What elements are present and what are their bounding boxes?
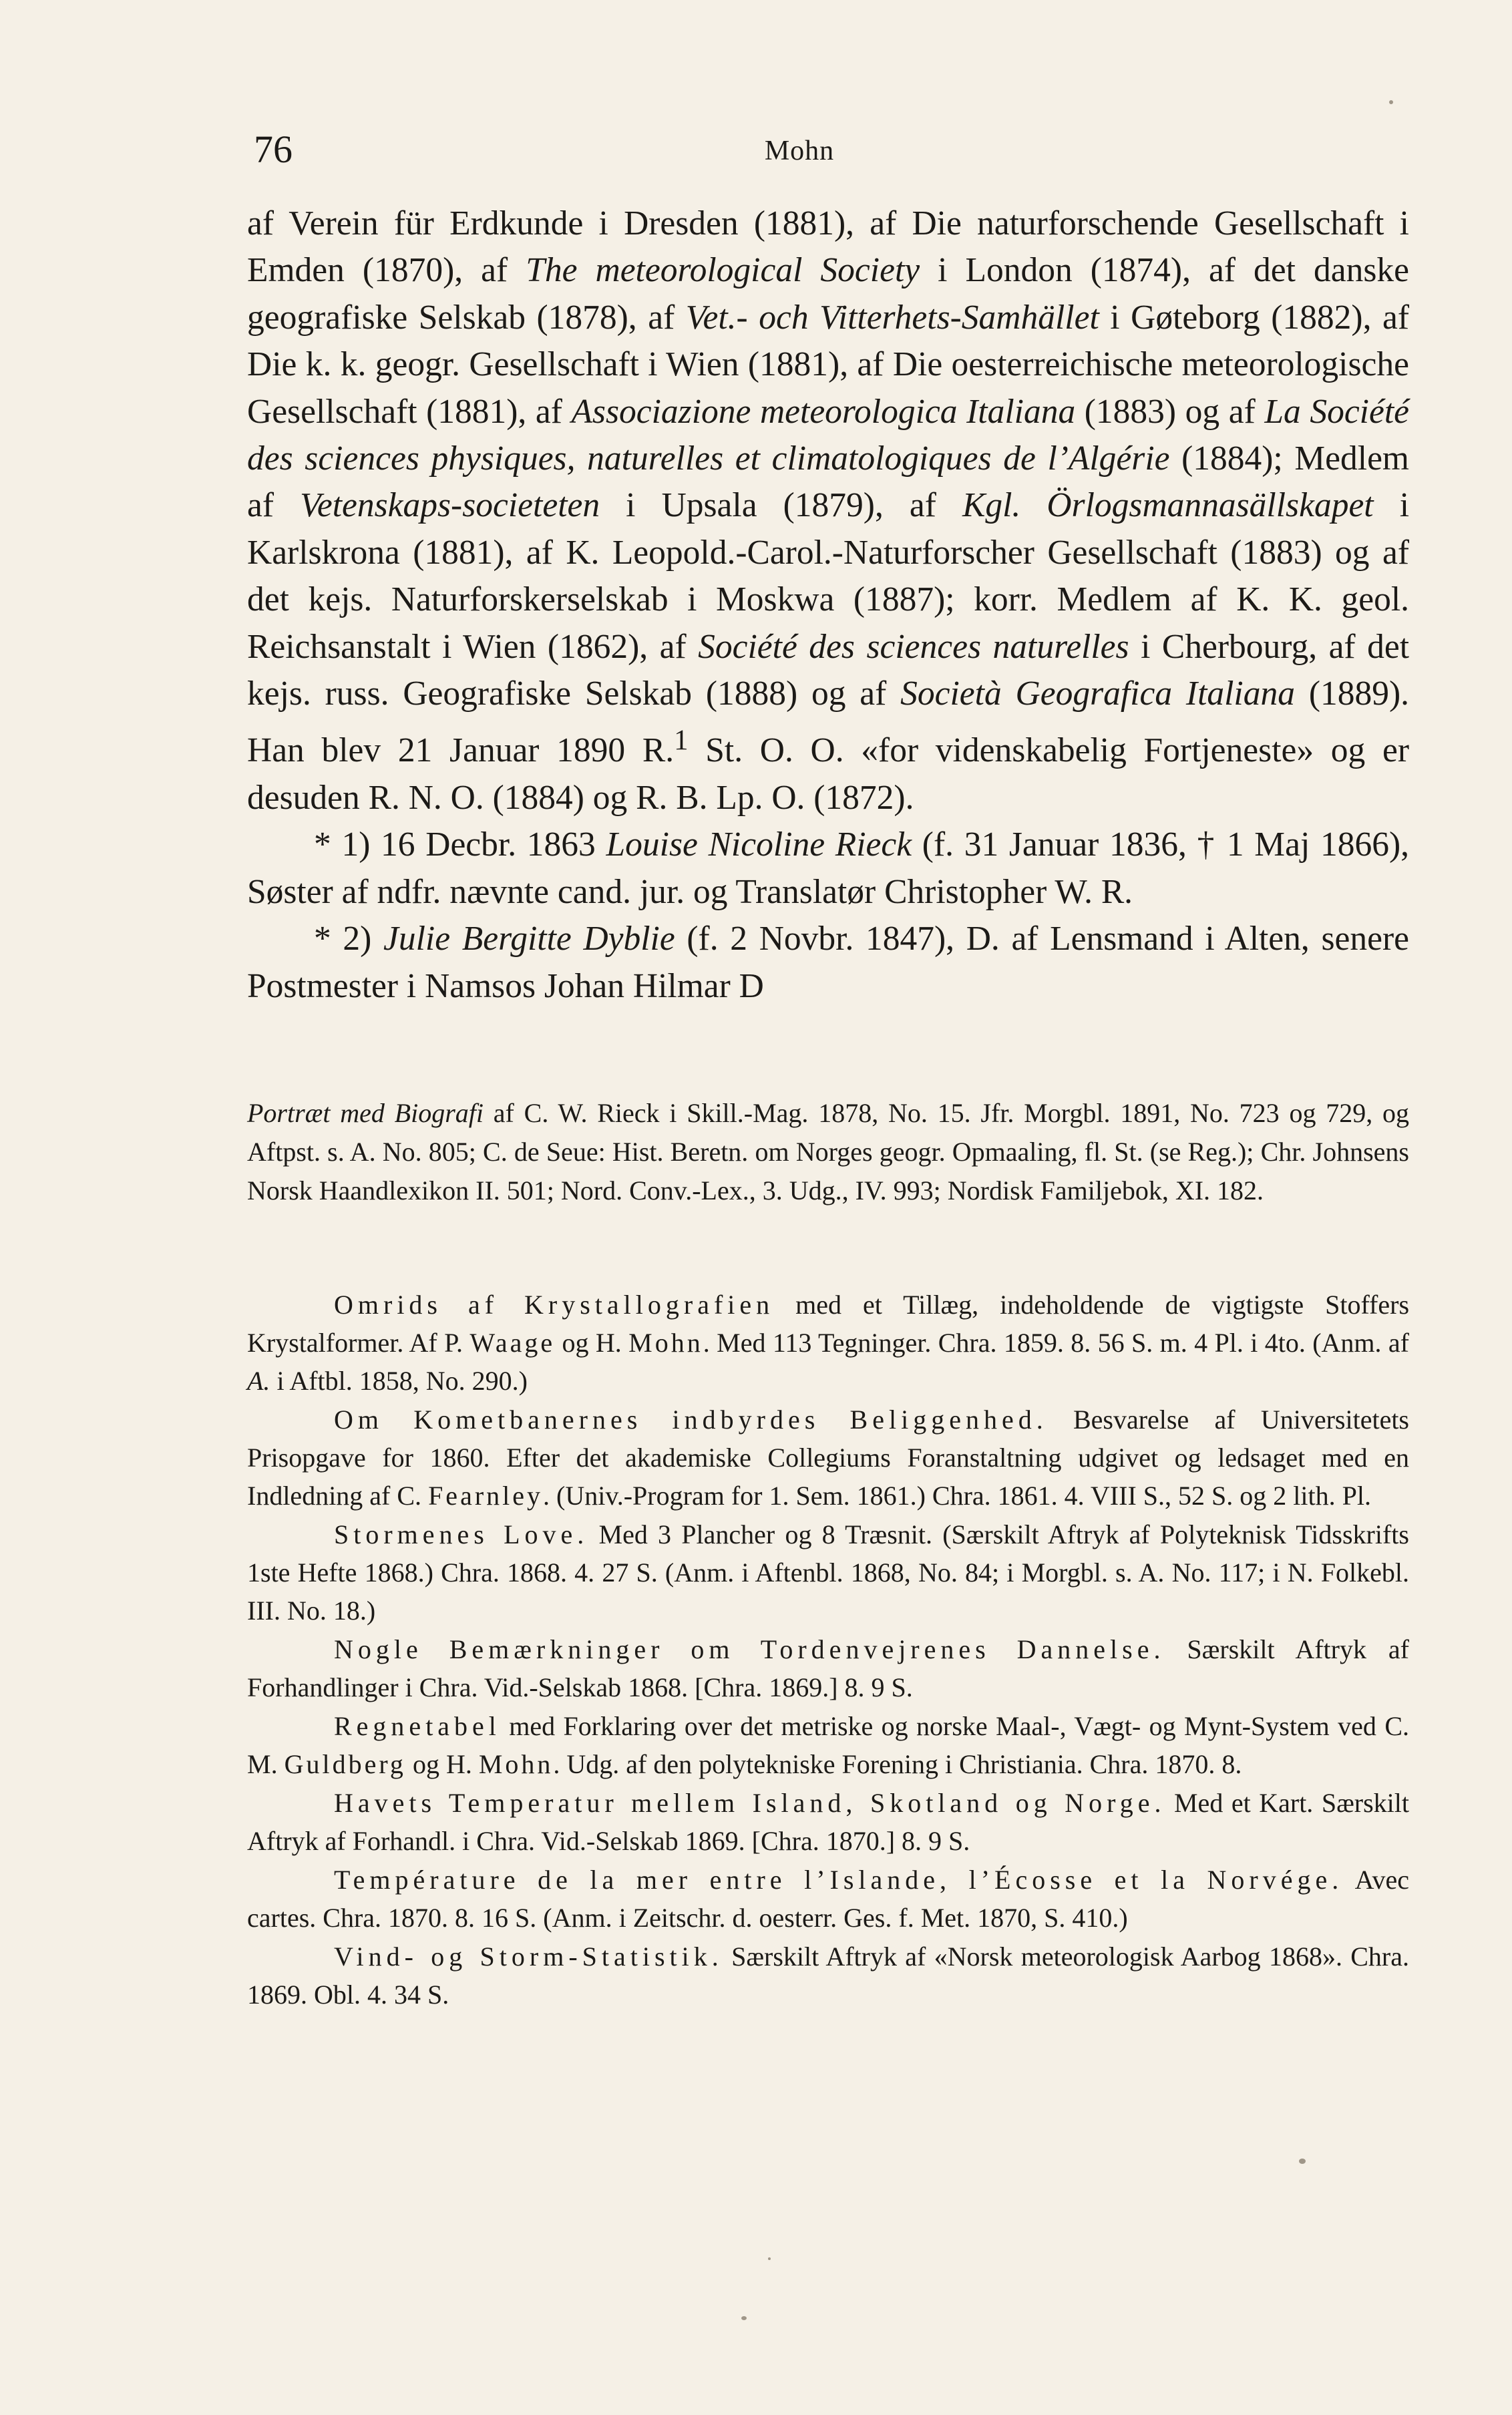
spouse-name: Julie Bergitte Dyblie [383, 920, 675, 958]
society-name: The meteorological Society [526, 251, 920, 290]
marriage-entry: * 1) 16 Decbr. 1863 Louise Nicoline Rieck (f. 31 Januar 1836, † 1 Maj 1866), Søster af ndfr. nævnte cand. jur. og Translatør Christopher W. R. [247, 825, 1409, 911]
sources-note [247, 1094, 1409, 1210]
bibliography-entry: Regnetabel med Forklaring over det metriske og norske Maal-, Vægt- og Mynt-System ved C. M. Guldberg og H. Mohn. Udg. af den polytekniske Forening i Christiania. Chra. 1870. 8. [247, 1711, 1409, 1779]
society-name: Kgl. Örlogsmannasällskapet [962, 486, 1374, 525]
running-title: Mohn [764, 136, 835, 166]
author-name: Waage [469, 1328, 556, 1358]
paper-speck [768, 2257, 771, 2260]
author-name: Mohn [478, 1749, 554, 1779]
society-name: Associazione meteorologica Italiana [571, 392, 1076, 431]
work-title: Regnetabel [334, 1711, 501, 1741]
biography-paragraph: af Verein für Erdkunde i Dresden (1881), af Die naturforschende Gesellschaft i Emden (1870), af The meteorological Society i London (1874), af det danske geografiske Selskab (1878), af Vet.- och Vitterhets-Samhället i Gøteborg (1882), af Die k. k. geogr. Gesellschaft i Wien (1881), af Die oesterreichische meteorologische Gesellschaft (1881), af Associazione meteorologica Italiana (1883) og af La Société des sciences physiques, naturelles et climatologiques de l’Algérie (1884); Medlem af Vetenskaps-societeten i Upsala (1879), af Kgl. Örlogsmannasällskapet i Karlskrona (1881), af K. Leopold.-Carol.-Naturforscher Gesellschaft (1883) og af det kejs. Naturforskerselskab i Moskwa (1887); korr. Medlem af K. K. geol. Reichsanstalt i Wien (1862), af Société des sciences naturelles i Cherbourg, af det kejs. russ. Geografiske Selskab (1888) og af Società Geografica Italiana (1889). Han blev 21 Januar 1890 R.$^1$ St. O. O. «for videnskabelig Fortjeneste» og er desuden R. N. O. (1884) og R. B. Lp. O. (1872). [247, 204, 1410, 817]
bibliography-entry: Température de la mer entre l’Islande, l’Écosse et la Norvége. Avec cartes. Chra. 1870. 8. 16 S. (Anm. i Zeitschr. d. oesterr. Ges. f. Met. 1870, S. 410.) [247, 1865, 1410, 1933]
society-name: Vetenskaps-societeten [300, 486, 600, 525]
biography-text [247, 200, 1409, 1010]
spouse-name: Louise Nicoline Rieck [606, 825, 912, 864]
bibliography-entry: Om Kometbanernes indbyrdes Beliggenhed. Besvarelse af Universitetets Prisopgave for 1860. Efter det akademiske Collegiums Foranstaltning udgivet og ledsaget med en Indledning af C. Fearnley. (Univ.-Program for 1. Sem. 1861.) Chra. 1861. 4. VIII S., 52 S. og 2 lith. Pl. [247, 1405, 1409, 1511]
work-title: Omrids af Krystallografien [334, 1290, 775, 1320]
author-name: Fearnley [428, 1481, 544, 1511]
work-title: Température de la mer entre l’Islande, l’Écosse et la Norvége. [334, 1865, 1344, 1895]
paper-speck [1389, 100, 1393, 104]
bibliography-entry: Stormenes Love. Med 3 Plancher og 8 Træsnit. (Særskilt Aftryk af Polyteknisk Tidsskrifts 1ste Hefte 1868.) Chra. 1868. 4. 27 S. (Anm. i Aftenbl. 1868, No. 84; i Morgbl. s. A. No. 117; i N. Folkebl. III. No. 18.) [247, 1519, 1409, 1626]
bibliography-entry: Havets Temperatur mellem Island, Skotland og Norge. Med et Kart. Særskilt Aftryk af Forhandl. i Chra. Vid.-Selskab 1869. [Chra. 1870.] 8. 9 S. [247, 1788, 1409, 1856]
bibliography-entry: Nogle Bemærkninger om Tordenvejrenes Dannelse. Særskilt Aftryk af Forhandlinger i Chra. Vid.-Selskab 1868. [Chra. 1869.] 8. 9 S. [247, 1634, 1409, 1702]
bibliography-list [247, 1286, 1409, 2014]
superscript: 1 [674, 725, 689, 757]
bibliography-entry: Omrids af Krystallografien med et Tillæg, indeholdende de vigtigste Stoffers Krystalformer. Af P. Waage og H. Mohn. Med 113 Tegninger. Chra. 1859. 8. 56 S. m. 4 Pl. i 4to. (Anm. af A. i Aftbl. 1858, No. 290.) [247, 1290, 1410, 1396]
work-title: Stormenes Love. [334, 1519, 589, 1549]
society-name: Società Geografica Italiana [900, 675, 1295, 713]
author-name: Guldberg [284, 1749, 406, 1779]
sources-lead: Portræt med Biografi [247, 1098, 484, 1128]
paper-speck [741, 2316, 747, 2320]
marriage-entry: * 2) Julie Bergitte Dyblie (f. 2 Novbr. 1847), D. af Lensmand i Alten, senere Postmester i Namsos Johan Hilmar D [247, 920, 1409, 1005]
page-number: 76 [254, 128, 293, 171]
work-title: Om Kometbanernes indbyrdes Beliggenhed. [334, 1405, 1048, 1435]
bibliography-entry: Vind- og Storm-Statistik. Særskilt Aftryk af «Norsk meteorologisk Aarbog 1868». Chra. 1869. Obl. 4. 34 S. [247, 1941, 1409, 2010]
sources-paragraph: Portræt med Biografi af C. W. Rieck i Skill.-Mag. 1878, No. 15. Jfr. Morgbl. 1891, No. 723 og 729, og Aftpst. s. A. No. 805; C. de Seue: Hist. Beretn. om Norges geogr. Opmaaling, fl. St. (se Reg.); Chr. Johnsens Norsk Haandlexikon II. 501; Nord. Conv.-Lex., 3. Udg., IV. 993; Nordisk Familjebok, XI. 182. [247, 1098, 1410, 1205]
work-title: Nogle Bemærkninger om Tordenvejrenes Dannelse. [334, 1634, 1165, 1664]
society-name: Vet.- och Vitterhets-Samhället [685, 298, 1099, 337]
work-title: Vind- og Storm-Statistik. [334, 1941, 723, 1972]
paper-speck [1299, 2159, 1306, 2164]
society-name: La Société des sciences physiques, naturelles et climatologiques de l’Algérie [247, 392, 1410, 478]
author-name: Mohn [628, 1328, 703, 1358]
running-head [254, 127, 1345, 187]
work-title: Havets Temperatur mellem Island, Skotland og Norge. [334, 1788, 1166, 1818]
society-name: Société des sciences naturelles [698, 627, 1129, 666]
